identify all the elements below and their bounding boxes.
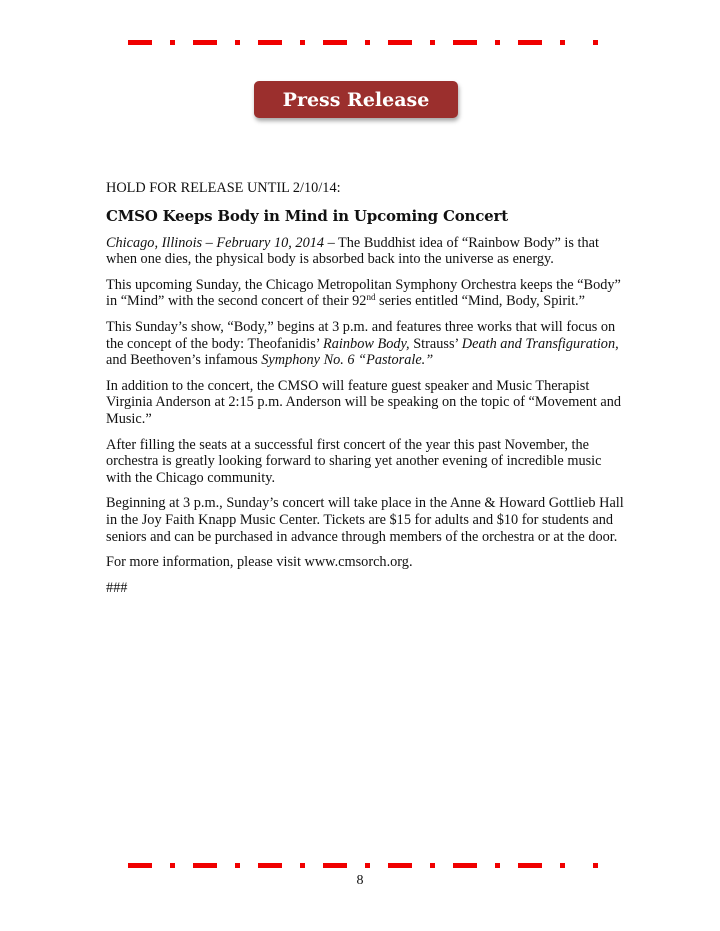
paragraph-series: [106, 277, 626, 310]
paragraph-guest-speaker: In addition to the concert, the CMSO will feature guest speaker and Music Therapist Virginia Anderson at 2:15 p.m. Anderson will be speaking on the topic of “Movement and Music.”: [106, 377, 622, 427]
paragraph-program: [106, 319, 626, 369]
rule-dot: [495, 40, 500, 45]
rule-dash: [323, 863, 347, 868]
paragraph-intro: [106, 235, 626, 268]
rule-dot: [560, 40, 565, 45]
rule-dash: [193, 863, 217, 868]
rule-dot: [560, 863, 565, 868]
headline: CMSO Keeps Body in Mind in Upcoming Concert: [106, 206, 508, 225]
series-text-a: This upcoming Sunday, the Chicago Metropolitan Symphony Orchestra keeps the “Body” in “Mind” with the second concert of their 92: [106, 276, 621, 310]
work-title-rainbow-body: Rainbow Body,: [323, 335, 410, 352]
rule-dot: [430, 40, 435, 45]
page-number: 8: [356, 873, 364, 888]
end-mark: ###: [106, 579, 128, 596]
intro-text: – The Buddhist idea of “Rainbow Body” is that when one dies, the physical body is absorbed back into the universe as energy.: [106, 234, 599, 268]
series-text-b: series entitled “Mind, Body, Spirit.”: [375, 293, 585, 310]
rule-dot: [170, 863, 175, 868]
top-decorative-rule: [128, 40, 598, 45]
press-release-badge: [254, 81, 458, 118]
dateline: Chicago, Illinois – February 10, 2014: [106, 234, 325, 251]
rule-dot: [300, 40, 305, 45]
rule-dash: [388, 40, 412, 45]
rule-dash: [258, 40, 282, 45]
rule-dot: [365, 863, 370, 868]
rule-dot: [235, 40, 240, 45]
program-text-a: This Sunday’s show, “Body,” begins at 3 p.m. and features three works that will focus on the concept of the body: Theofanidis’: [106, 318, 616, 352]
work-title-death-and-transfiguration: Death and Transfiguration: [461, 335, 616, 352]
work-title-pastorale: Symphony No. 6 “Pastorale.”: [261, 352, 434, 369]
paragraph-more-info: For more information, please visit www.cmsorch.org.: [106, 554, 413, 571]
paragraph-first-concert: After filling the seats at a successful first concert of the year this past November, the orchestra is greatly looking forward to sharing yet another evening of incredible music with the Chicago community.: [106, 436, 602, 486]
rule-dot: [593, 863, 598, 868]
rule-dash: [518, 40, 542, 45]
rule-dot: [365, 40, 370, 45]
bottom-decorative-rule: [128, 863, 598, 868]
program-text-c: , and Beethoven’s infamous: [106, 335, 619, 369]
rule-dash: [128, 863, 152, 868]
rule-dot: [170, 40, 175, 45]
rule-dash: [258, 863, 282, 868]
rule-dash: [388, 863, 412, 868]
rule-dash: [518, 863, 542, 868]
rule-dash: [128, 40, 152, 45]
hold-for-release-line: HOLD FOR RELEASE UNTIL 2/10/14:: [106, 180, 341, 196]
program-text-b: Strauss’: [409, 335, 462, 352]
rule-dot: [300, 863, 305, 868]
rule-dot: [495, 863, 500, 868]
press-release-body: [106, 180, 626, 605]
rule-dash: [323, 40, 347, 45]
rule-dash: [193, 40, 217, 45]
rule-dash: [453, 863, 477, 868]
paragraph-venue-tickets: Beginning at 3 p.m., Sunday’s concert will take place in the Anne & Howard Gottlieb Hall in the Joy Faith Knapp Music Center. Tickets are $15 for adults and $10 for students and seniors and can be purchased in advance through members of the orchestra or at the door.: [106, 495, 624, 545]
rule-dot: [430, 863, 435, 868]
rule-dash: [453, 40, 477, 45]
rule-dot: [593, 40, 598, 45]
ordinal-suffix: nd: [366, 292, 376, 303]
rule-dot: [235, 863, 240, 868]
badge-label: Press Release: [282, 88, 430, 111]
